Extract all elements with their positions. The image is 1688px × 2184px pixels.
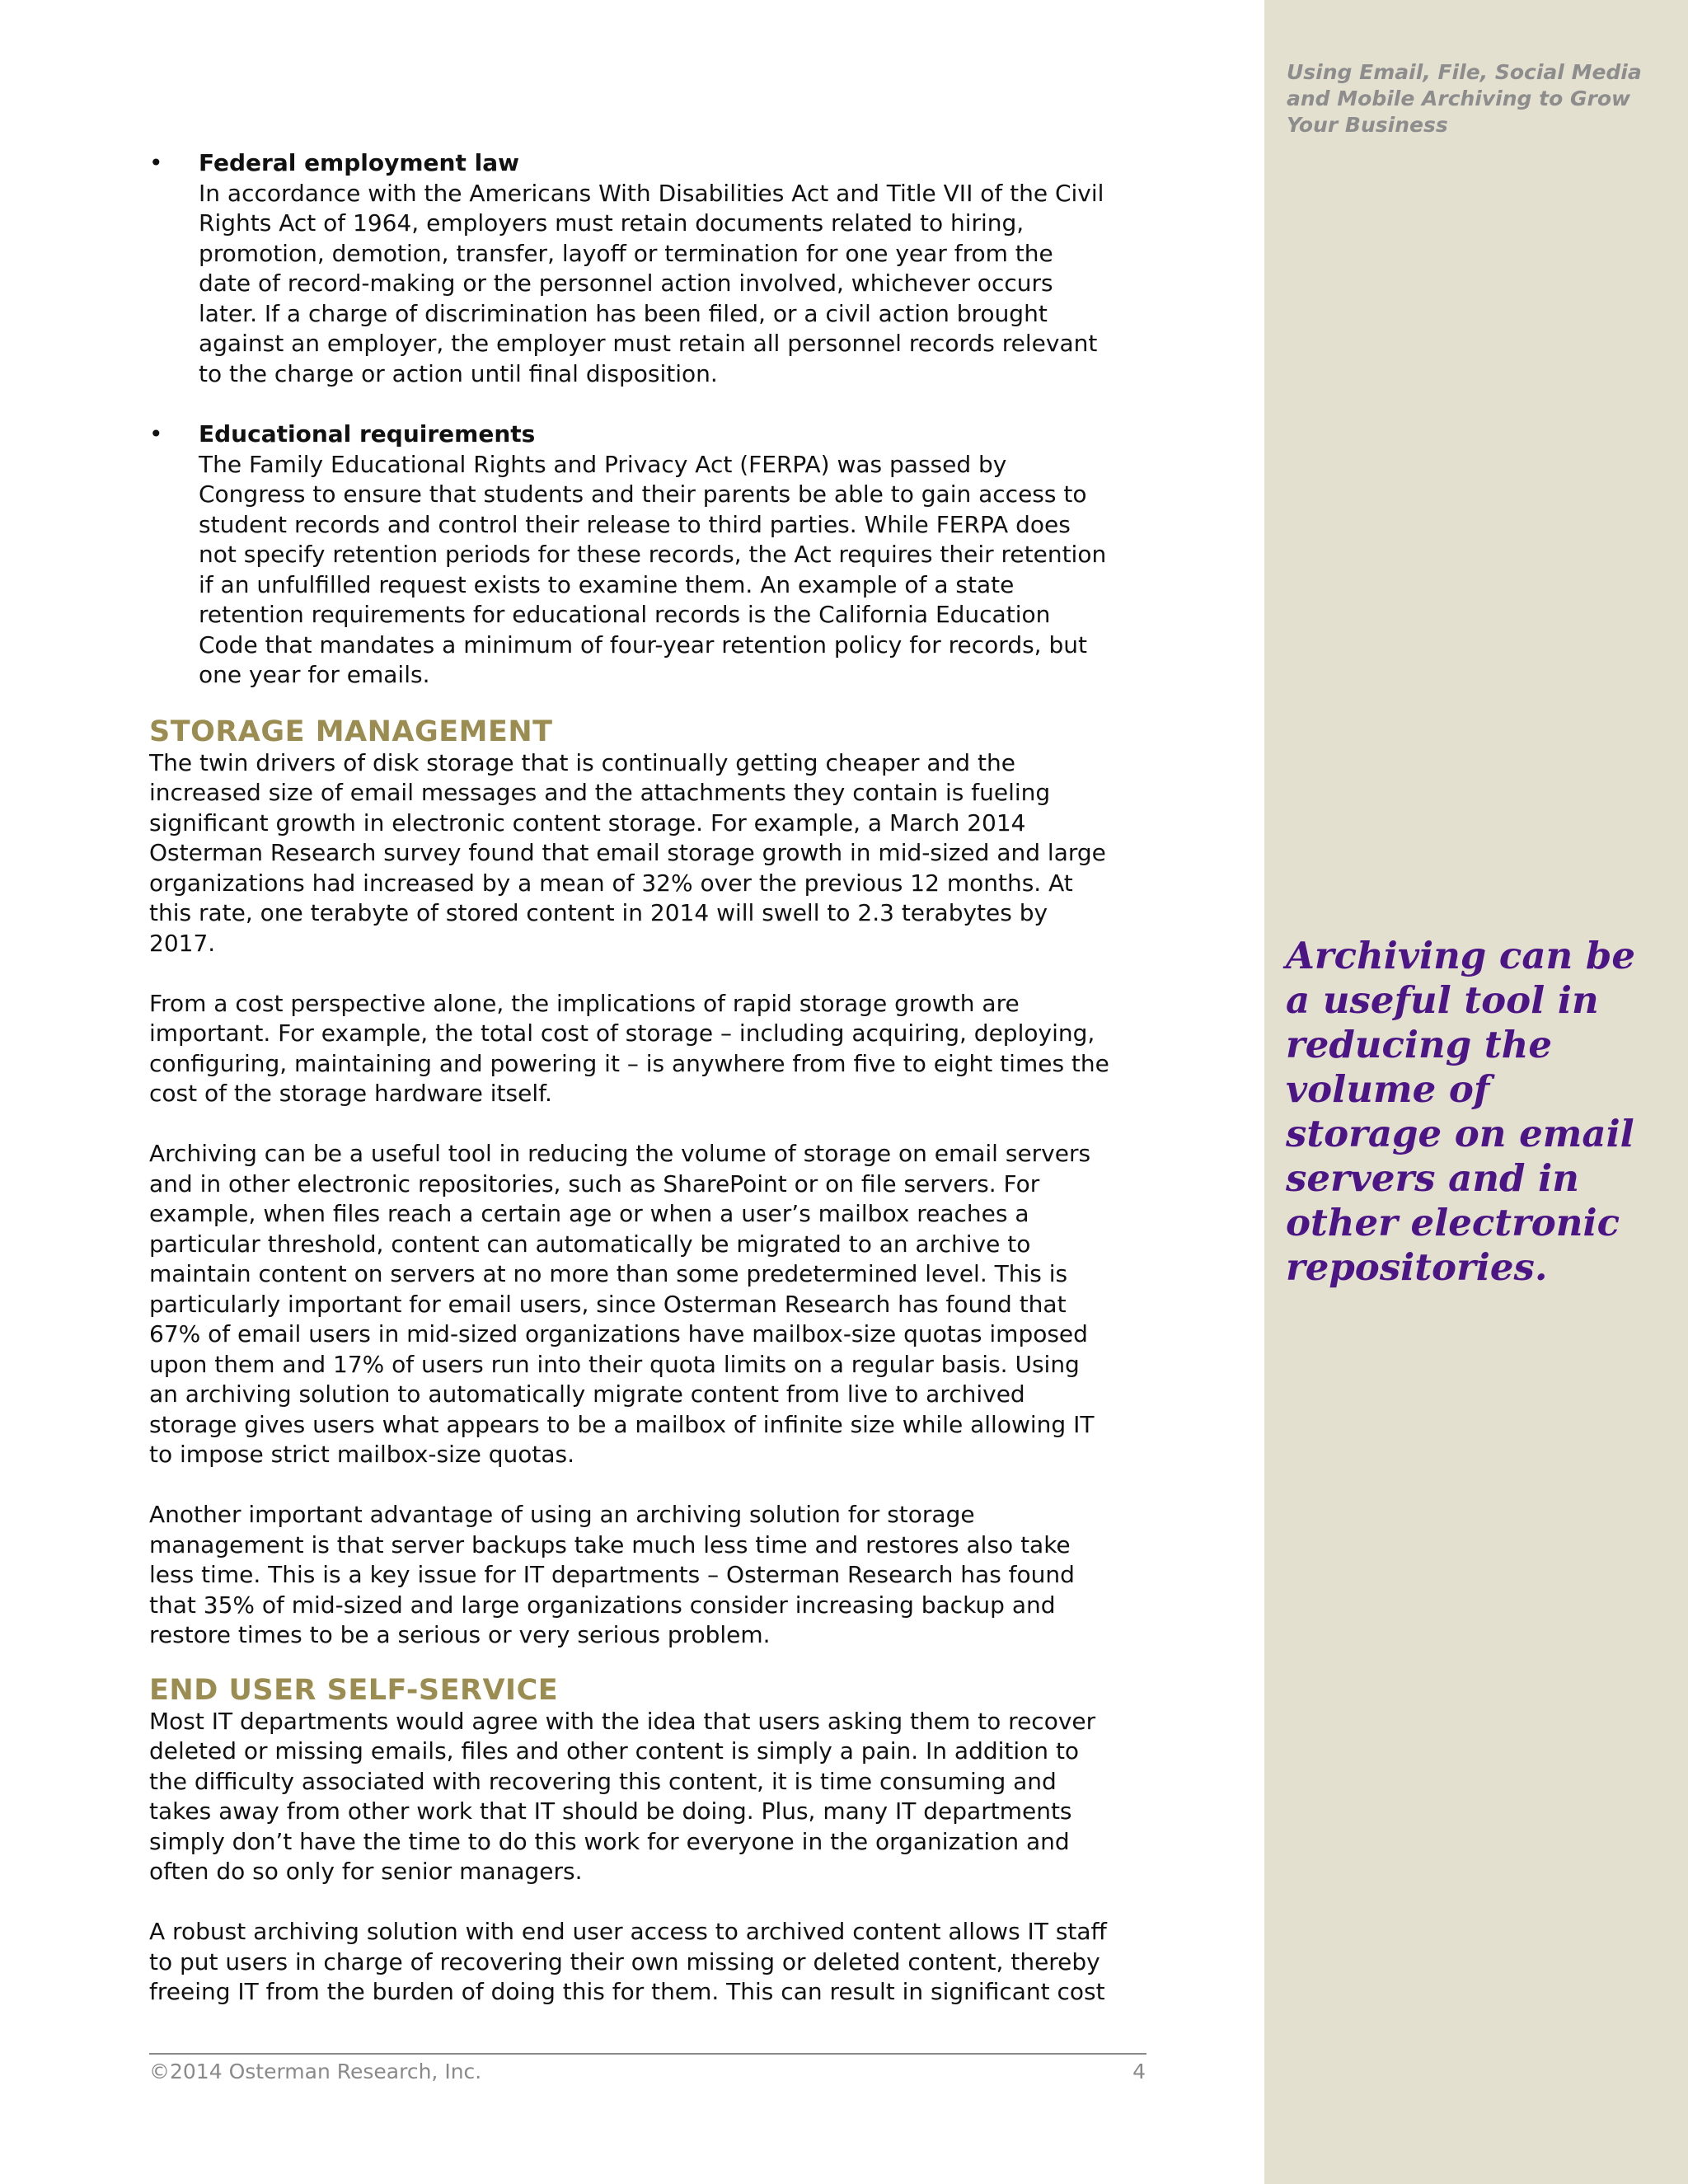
bullet-marker: •: [149, 420, 163, 448]
section-heading-end-user-self-service: END USER SELF-SERVICE: [149, 1673, 559, 1707]
bullet-title: Educational requirements: [199, 420, 536, 448]
bullet-text: In accordance with the Americans With Disabilities Act and Title VII of the Civil Rights Act of 1964, employers must retain documents related to hiring, promotion, demotion, transfer, layoff or termination for one year from the date of record-making or the personnel action involved, whichever occurs later. If a charge of discrimination has been filed, or a civil action brought against an employer, the employer must retain all personnel records relevant to the charge or action until final disposition.: [199, 179, 1104, 387]
paragraph: From a cost perspective alone, the implications of rapid storage growth are important. For example, the total cost of storage – including acquiring, deploying, configuring, maintaining and powering it – is anywhere from five to eight times the cost of the storage hardware itself.: [149, 989, 1109, 1107]
bullet-item-educational-requirements: [149, 419, 1109, 691]
paragraph: Archiving can be a useful tool in reducing the volume of storage on email servers and in other electronic repositories, such as SharePoint or on file servers. For example, when files reach a certain age or when a user’s mailbox reaches a particular threshold, content can automatically be migrated to an archive to maintain content on servers at no more than some predetermined level. This is particularly important for email users, since Osterman Research has found that 67% of email users in mid-sized organizations have mailbox-size quotas imposed upon them and 17% of users run into their quota limits on a regular basis. Using an archiving solution to automatically migrate content from live to archived storage gives users what appears to be a mailbox of infinite size while allowing IT to impose strict mailbox-size quotas.: [149, 1140, 1095, 1468]
paragraph: Another important advantage of using an archiving solution for storage management is that server backups take much less time and restores also take less time. This is a key issue for IT departments – Osterman Research has found that 35% of mid-sized and large organizations consider increasing backup and restore times to be a serious or very serious problem.: [149, 1501, 1075, 1648]
footer-copyright: ©2014 Osterman Research, Inc.: [149, 2060, 482, 2083]
paragraph: The twin drivers of disk storage that is continually getting cheaper and the increased size of email messages and the attachments they contain is fueling significant growth in electronic content storage. For example, a March 2014 Osterman Research survey found that email storage growth in mid-sized and large organizations had increased by a mean of 32% over the previous 12 months. At this rate, one terabyte of stored content in 2014 will swell to 2.3 terabytes by 2017.: [149, 748, 1106, 957]
paragraph: A robust archiving solution with end user access to archived content allows IT staff to put users in charge of recovering their own missing or deleted content, thereby freeing IT from the burden of doing this for them. This can result in significant cost: [149, 1918, 1107, 2005]
main-content: [149, 148, 1109, 2037]
document-title: Using Email, File, Social Media and Mobile Archiving to Grow Your Business: [1287, 60, 1642, 137]
pull-quote: Archiving can be a useful tool in reducing the volume of storage on email servers and in other electronic repositories.: [1286, 934, 1635, 1289]
sidebar: [1264, 0, 1688, 2184]
bullet-item-federal-employment-law: [149, 148, 1109, 389]
paragraph: Most IT departments would agree with the idea that users asking them to recover deleted or missing emails, files and other content is simply a pain. In addition to the difficulty associated with recovering this content, it is time consuming and takes away from other work that IT should be doing. Plus, many IT departments simply don’t have the time to do this work for everyone in the organization and often do so only for senior managers.: [149, 1707, 1096, 1885]
bullet-title: Federal employment law: [199, 149, 519, 176]
footer-divider: [149, 2053, 1146, 2055]
section-heading-storage-management: STORAGE MANAGEMENT: [149, 715, 553, 748]
page-number: 4: [1132, 2060, 1146, 2083]
bullet-text: The Family Educational Rights and Privacy Act (FERPA) was passed by Congress to ensure that students and their parents be able to gain access to student records and control their release to third parties. While FERPA does not specify retention periods for these records, the Act requires their retention if an unfulfilled request exists to examine them. An example of a state retention requirements for educational records is the California Education Code that mandates a minimum of four-year retention policy for records, but one year for emails.: [199, 450, 1107, 688]
bullet-marker: •: [149, 149, 163, 176]
